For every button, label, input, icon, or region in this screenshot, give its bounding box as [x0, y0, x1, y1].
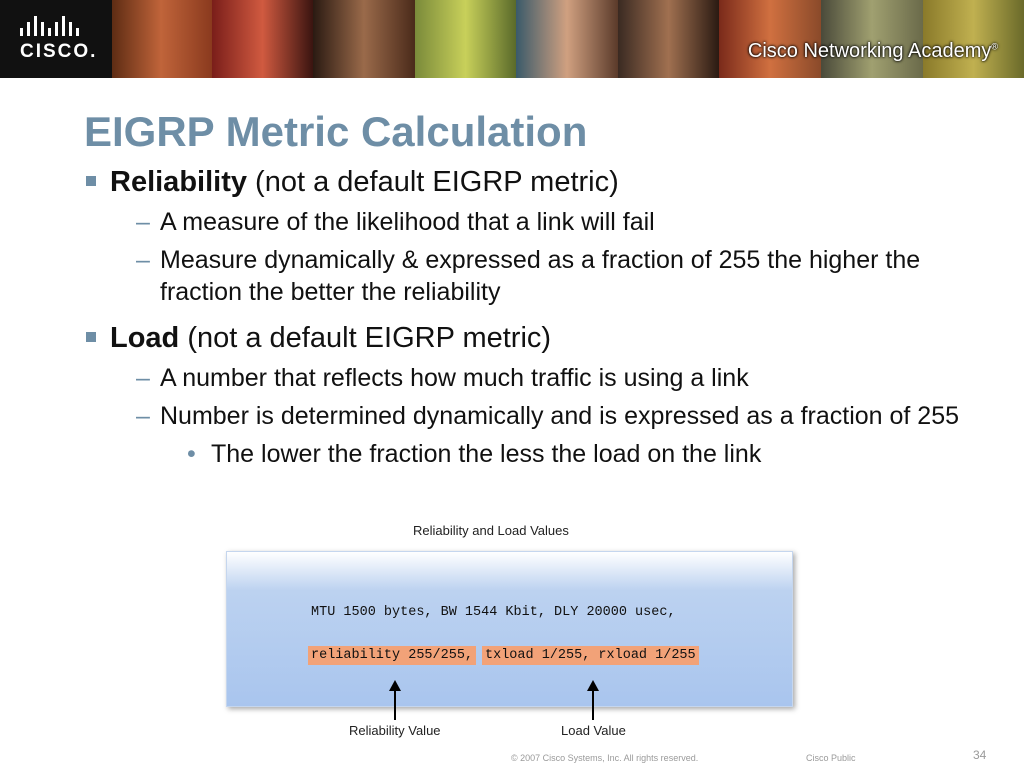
academy-brand — [748, 40, 998, 63]
footer-classification: Cisco Public — [806, 753, 856, 763]
figure-panel — [226, 551, 793, 707]
academy-name: Cisco Networking Academy — [747, 40, 992, 62]
reliability-arrow-icon — [386, 680, 404, 720]
sub-bullet — [84, 362, 994, 394]
sub-bullet-text: A measure of the likelihood that a link will fail — [160, 208, 655, 236]
bullet-term: Reliability — [110, 166, 247, 198]
load-arrow-icon — [584, 680, 602, 720]
sub-bullet — [84, 244, 994, 308]
dot-bullet-icon: • — [187, 440, 196, 468]
code-load — [482, 648, 699, 663]
dash-bullet-icon: – — [136, 208, 150, 236]
figure-caption: Reliability and Load Values — [413, 523, 569, 538]
code-reliability — [308, 648, 476, 663]
sub-bullet-text: Number is determined dynamically and is expressed as a fraction of 255 — [160, 402, 960, 430]
header-banner — [0, 0, 1024, 78]
bullet-load — [84, 320, 994, 356]
bullet-text: (not a default EIGRP metric) — [247, 166, 619, 198]
dash-bullet-icon: – — [136, 246, 150, 274]
square-bullet-icon — [86, 176, 96, 186]
highlight-load: txload 1/255, rxload 1/255 — [482, 646, 699, 665]
dash-bullet-icon: – — [136, 364, 150, 392]
bullet-reliability — [84, 164, 994, 200]
sub-sub-bullet-text: The lower the fraction the less the load on the link — [211, 440, 762, 468]
reliability-value-label: Reliability Value — [349, 723, 441, 738]
cisco-logo-text: CISCO. — [20, 41, 98, 62]
footer-copyright: © 2007 Cisco Systems, Inc. All rights reserved. — [511, 753, 699, 763]
page-number: 34 — [973, 748, 987, 762]
code-line-mtu: MTU 1500 bytes, BW 1544 Kbit, DLY 20000 usec, — [311, 605, 676, 620]
bullet-term: Load — [110, 322, 180, 354]
cisco-bridge-icon — [20, 16, 86, 40]
dash-bullet-icon: – — [136, 402, 150, 430]
square-bullet-icon — [86, 332, 96, 342]
banner-photo-strip — [110, 0, 1024, 78]
slide-title: EIGRP Metric Calculation — [84, 108, 588, 155]
sub-bullet — [84, 400, 994, 432]
highlight-reliability: reliability 255/255, — [308, 646, 476, 665]
bullet-text: (not a default EIGRP metric) — [179, 322, 552, 354]
load-value-label: Load Value — [561, 723, 626, 738]
cisco-logo — [0, 0, 112, 78]
sub-bullet-text: Measure dynamically & expressed as a fraction of 255 the higher the fraction the better the reliability — [160, 246, 921, 306]
sub-sub-bullet — [84, 438, 994, 470]
registered-mark: ® — [991, 41, 998, 52]
slide-content — [84, 164, 994, 470]
sub-bullet-text: A number that reflects how much traffic is using a link — [160, 364, 749, 392]
sub-bullet — [84, 206, 994, 238]
